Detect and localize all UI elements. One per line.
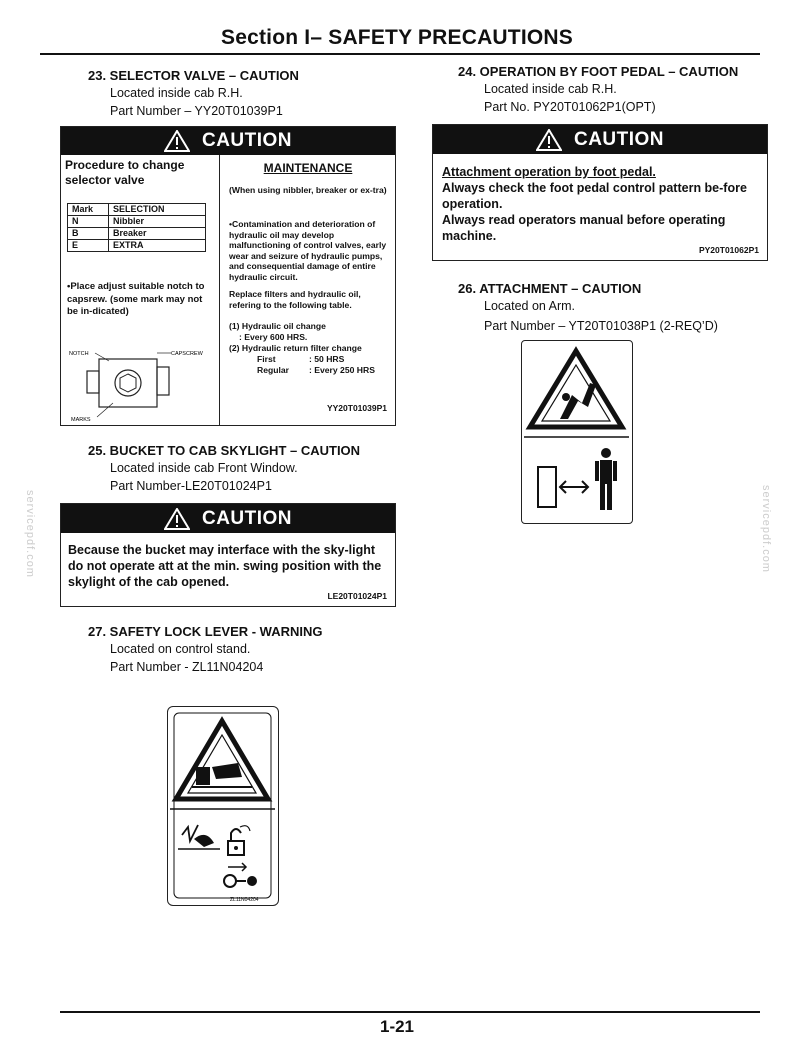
maint-when: (When using nibbler, breaker or ex-tra) (229, 185, 387, 195)
item24-line3: Always read operators manual before operating machine. (442, 213, 726, 243)
warning-triangle-icon (164, 130, 190, 152)
item26-location: Located on Arm. (484, 299, 576, 313)
page-title: Section I– SAFETY PRECAUTIONS (221, 26, 573, 49)
item23-banner (61, 127, 395, 155)
maint-item-1: (1) Hydraulic oil change (229, 321, 326, 331)
item23-location: Located inside cab R.H. (110, 86, 243, 100)
selector-valve-diagram (65, 345, 217, 425)
maint-first-value: : 50 HRS (309, 354, 345, 364)
title-rule (40, 53, 760, 55)
arm-block-icon (538, 467, 556, 507)
item27-part: Part Number - ZL11N04204 (110, 660, 264, 674)
item24-heading: 24. OPERATION BY FOOT PEDAL – CAUTION (458, 64, 739, 79)
item23-part: Part Number – YY20T01039P1 (110, 104, 283, 118)
table-row (68, 240, 206, 252)
table-cell: N (68, 216, 109, 228)
table-cell: E (68, 240, 109, 252)
item23-left-column (61, 155, 220, 425)
item26-pictogram-label (521, 340, 633, 524)
maint-contamination: •Contamination and deterioration of hydraulic oil may develop malfunctioning of control valves, early wear and seizure of hydraulic pumps, and consequential damage of entire hydraulic circuit. (229, 219, 387, 282)
item23-notch-note: •Place adjust suitable notch to capsrew. (some mark may not be in-dicated) (67, 281, 205, 317)
falling-object-icon (560, 383, 596, 419)
table-row (68, 216, 206, 228)
item24-part: Part No. PY20T01062P1(OPT) (484, 100, 656, 114)
person-icon (595, 448, 617, 510)
item25-banner (61, 504, 395, 533)
lock-icon (228, 826, 250, 855)
item24-line2: Always check the foot pedal control pattern be-fore operation. (442, 181, 747, 211)
key-lock-icon (224, 863, 257, 887)
capscrew-label: CAPSCREW (171, 351, 203, 357)
item25-part: Part Number-LE20T01024P1 (110, 479, 272, 493)
marks-label: MARKS (71, 417, 91, 423)
item24-banner-text: CAUTION (573, 128, 665, 150)
table-header-row (68, 204, 206, 216)
table-row (68, 228, 206, 240)
item24-location: Located inside cab R.H. (484, 82, 617, 96)
table-header-cell: SELECTION (109, 204, 206, 216)
table-cell: B (68, 228, 109, 240)
selection-table (67, 203, 206, 252)
maint-item-1b: : Every 600 HRS. (239, 332, 308, 342)
item25-location: Located inside cab Front Window. (110, 461, 298, 475)
crushing-hazard-icon (212, 763, 242, 779)
item26-part: Part Number – YT20T01038P1 (2-REQ’D) (484, 319, 718, 333)
maint-first-key: First (257, 354, 276, 364)
item24-underline-line: Attachment operation by foot pedal. (442, 165, 656, 179)
item27-location: Located on control stand. (110, 642, 251, 656)
item25-body: Because the bucket may interface with the sky-light do not operate att at the min. swing position with the skylight of the cab opened. (68, 543, 382, 589)
item27-heading: 27. SAFETY LOCK LEVER - WARNING (88, 624, 323, 639)
warning-triangle-icon (536, 129, 562, 151)
item23-heading: 23. SELECTOR VALVE – CAUTION (88, 68, 299, 83)
notch-label: NOTCH (69, 351, 89, 357)
item23-banner-text: CAUTION (201, 130, 293, 151)
table-cell: Nibbler (109, 216, 206, 228)
item25-caution-label (60, 503, 396, 607)
hazard-triangle-icon (530, 351, 622, 427)
maintenance-title: MAINTENANCE (263, 161, 353, 175)
maint-regular-key: Regular (257, 365, 289, 375)
maint-regular-value: : Every 250 HRS (309, 365, 375, 375)
watermark-left: servicepdf.com (24, 490, 36, 578)
maint-replace: Replace filters and hydraulic oil, refering to the following table. (229, 289, 361, 310)
item27-pictogram-label (167, 706, 279, 906)
item24-label-part: PY20T01062P1 (698, 245, 759, 255)
item25-label-part: LE20T01024P1 (327, 591, 387, 601)
item27-pictogram (168, 707, 277, 904)
item23-caution-label (60, 126, 396, 426)
item26-heading: 26. ATTACHMENT – CAUTION (458, 281, 642, 296)
item23-right-column (223, 155, 393, 425)
item23-label-part: YY20T01039P1 (326, 403, 387, 413)
table-cell: EXTRA (109, 240, 206, 252)
item27-label-part: ZL11N04204 (230, 897, 259, 903)
warning-triangle-icon (164, 508, 190, 530)
footer-rule (60, 1011, 760, 1013)
item25-heading: 25. BUCKET TO CAB SKYLIGHT – CAUTION (88, 443, 361, 458)
maint-item-2: (2) Hydraulic return filter change (229, 343, 362, 353)
lever-icon (178, 825, 220, 849)
item24-banner (433, 125, 767, 154)
item26-pictogram (522, 341, 631, 522)
page-number: 1-21 (379, 1017, 415, 1036)
watermark-right: servicepdf.com (760, 485, 772, 573)
item23-procedure: Procedure to change selector valve (65, 158, 185, 187)
table-header-cell: Mark (68, 204, 109, 216)
item25-banner-text: CAUTION (201, 507, 293, 529)
table-cell: Breaker (109, 228, 206, 240)
item24-caution-label (432, 124, 768, 261)
